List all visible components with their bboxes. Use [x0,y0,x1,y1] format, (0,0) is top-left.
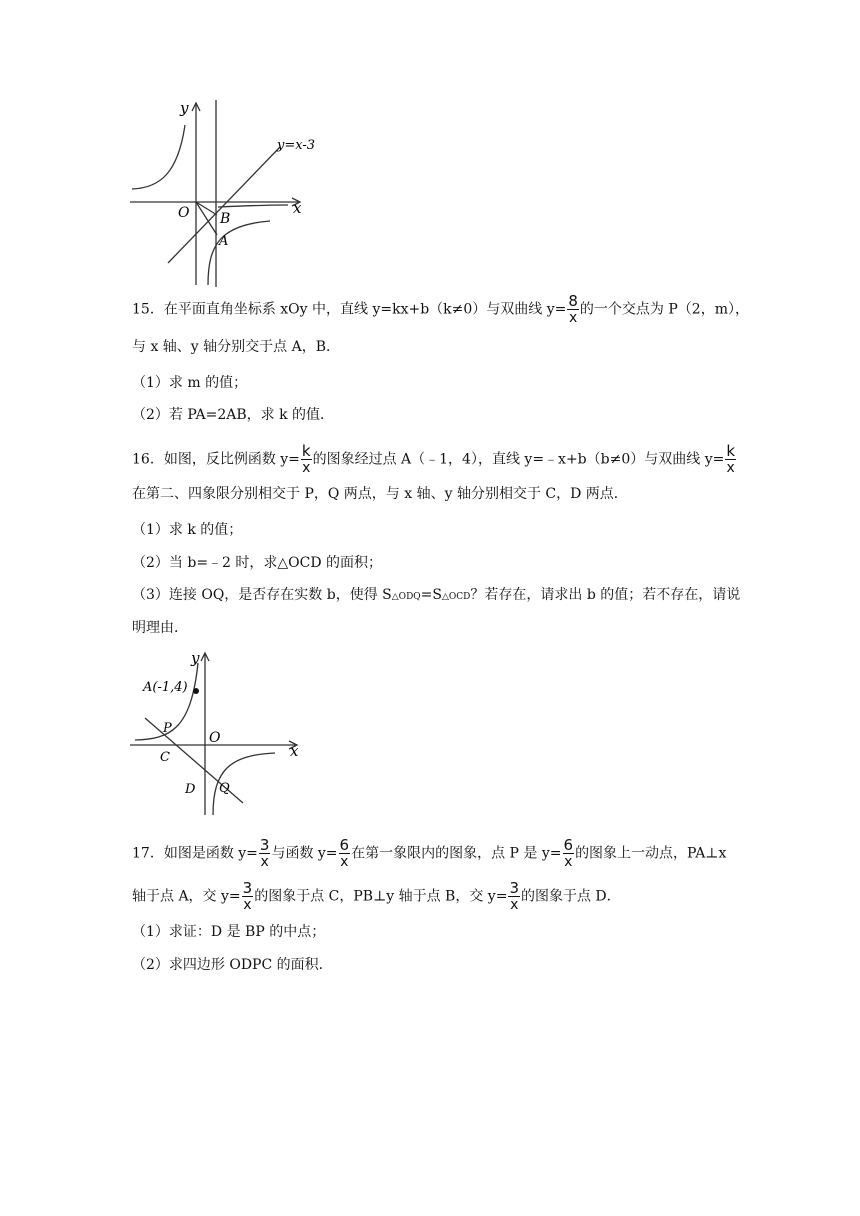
fig2-origin-label: O [209,730,221,746]
q15-stem: 15．在平面直角坐标系 xOy 中，直线 y=kx+b（k≠0）与双曲线 y= $\frac{8}{x}$ 的一个交点为 P（2，m）， [132,292,749,326]
figure-2 [125,645,310,820]
fig1-hyperbola-q4 [208,221,270,285]
fig2-point-p-label: P [163,721,172,736]
fig2-point-d-label: D [185,782,196,797]
q17-fraction-2: $\frac{6}{x}$ [339,836,350,870]
fig1-origin-label: O [178,205,190,221]
fig2-point-q-label: Q [219,781,230,796]
q17-fraction-4: $\frac{3}{x}$ [242,879,253,913]
q17-part2: （2）求四边形 ODPC 的面积． [132,957,333,973]
q15-fraction: $\frac{8}{x}$ [568,292,578,326]
q17-fraction-1: $\frac{3}{x}$ [259,836,270,870]
fig2-point-c-label: C [160,750,170,765]
q17-part1: （1）求证：D 是 BP 的中点； [132,924,326,940]
fig1-y-label: y [180,99,189,117]
q16-stem-line2: 在第二、四象限分别相交于 P，Q 两点，与 x 轴、y 轴分别相交于 C，D 两点． [132,486,628,502]
q16-fraction-2: $\frac{k}{x}$ [726,442,736,476]
q16-part1: （1）求 k 的值； [132,522,243,538]
q15-part2: （2）若 PA=2AB，求 k 的值． [132,407,335,423]
figure-1 [120,95,320,290]
fig2-point-a-label: A(-1,4) [143,680,188,695]
fig1-point-b-label: B [220,211,231,227]
fig1-point-a-label: A [219,234,229,249]
q15-stem-line2: 与 x 轴、y 轴分别交于点 A，B． [132,339,341,355]
fig2-x-label: x [290,742,299,760]
q17-fraction-3: $\frac{6}{x}$ [563,836,574,870]
fig1-segment-ob [196,202,217,215]
fig1-hyperbola-q2 [132,125,185,189]
q17-stem: 17．如图是函数 y= $\frac{3}{x}$ 与函数 y= $\frac{6}{x}$ 在第一象限内的图象，点 P 是 y= $\frac{6}{x}$ 的图象上一动点，PA⊥x [132,836,727,870]
fig2-y-label: y [191,649,200,667]
q17-fraction-5: $\frac{3}{x}$ [509,879,519,913]
fig1-hyperbola-q4-tail [218,205,288,207]
q16-stem: 16．如图，反比例函数 y= $\frac{k}{x}$ 的图象经过点 A（﹣1，4），直线 y=﹣x+b（b≠0）与双曲线 y= $\frac{k}{x}$ [132,442,736,476]
q17-stem-line2: 轴于点 A，交 y= $\frac{3}{x}$ 的图象于点 C，PB⊥y 轴于点 B，交 y= $\frac{3}{x}$ 的图象于点 D． [132,879,621,913]
q16-part3-line2: 明理由． [132,620,188,636]
fig1-x-label: x [293,199,302,217]
fig2-point-a-dot [193,688,199,694]
q15-part1: （1）求 m 的值； [132,375,248,391]
q16-part2: （2）当 b=﹣2 时，求△OCD 的面积； [132,555,383,571]
q16-part3: （3）连接 OQ，是否存在实数 b，使得 S△ODQ=S△OCD？若存在，请求出 b 的值；若不存在，请说 [132,587,741,603]
q16-fraction-1: $\frac{k}{x}$ [301,442,311,476]
fig1-line-label: y=x-3 [277,138,316,153]
